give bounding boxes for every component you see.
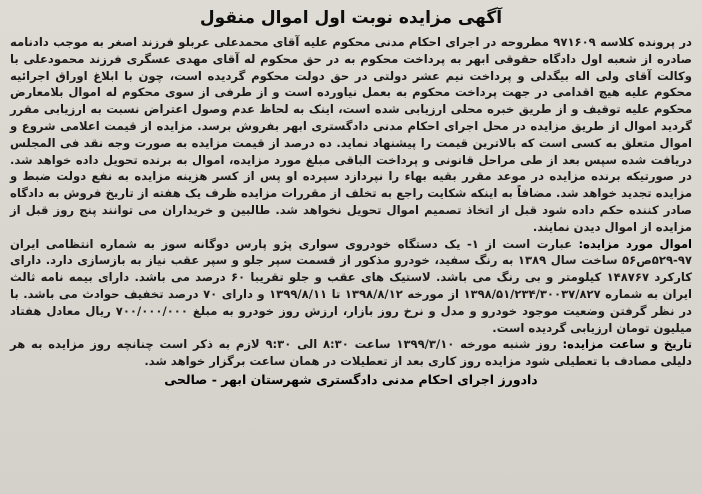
auction-items-paragraph	[10, 236, 692, 337]
auction-items-text: عبارت است از ۱- یک دستگاه خودروی سواری پژو پارس دوگانه سوز به شماره انتظامی ایران ۹۷-۵۲۹ص۵۶ ساخت سال ۱۳۸۹ به رنگ سفید، خودرو مذکور از قسمت سپر جلو و سپر عقب نیاز به بازسازی دارد. دارای کارکرد ۱۴۸۷۶۷ کیلومتر و بی رنگ می باشد. لاستیک های عقب و جلو تقریبا ۶۰ درصد می باشد. دارای بیمه نامه ثالث ایران به شماره ۱۳۹۸/۵۱/۲۳۴/۳۰۰۳۷/۸۲۷ از مورخه ۱۳۹۸/۸/۱۲ تا ۱۳۹۹/۸/۱۱ و دارای ۷۰ درصد تخفیف حوادث می باشد. با در نظر گرفتن وضعیت موجود خودرو و مدل و نرخ روز بازار، ارزش روز خودرو به مبلغ ۷۰۰/۰۰۰/۰۰۰ ریال معادل هفتاد میلیون تومان ارزیابی گردیده است.	[10, 236, 692, 335]
notice-signature: دادورز اجرای احکام مدنی دادگستری شهرستان ابهر - صالحی	[164, 371, 538, 387]
auction-date-paragraph	[10, 336, 692, 370]
auction-date-text: روز شنبه مورخه ۱۳۹۹/۳/۱۰ ساعت ۸:۳۰ الی ۹:۳۰ لازم به ذکر است چنانچه روز مزایده به هر دلیلی مصادف با تعطیلی شود مزایده روز کاری بعد از تعطیلات در همان ساعت برگزار خواهد شد.	[10, 337, 692, 369]
notice-intro-paragraph: در پرونده کلاسه ۹۷۱۶۰۹ مطروحه در اجرای احکام مدنی محکوم علیه آقای محمدعلی عربلو فرزند اصغر به موجب دادنامه صادره از شعبه اول دادگاه حقوقی ابهر به پرداخت محکوم به در حق محکوم له آقای مهدی عسگری فرزند محمودعلی با وکالت آقای ولی اله بیگدلی و پرداخت نیم عشر دولتی در حق دولت محکوم گردیده است، چون با ابلاغ اوراق اجرائیه محکوم علیه هیچ اقدامی در جهت پرداخت محکوم به بعمل نیاورده است و از طرفی از سوی محکوم له اموال بلامعارض محکوم علیه توقیف و از طریق خبره محلی ارزیابی شده است، اینک به لحاظ عدم وصول اعتراض نسبت به ارزیابی مقرر گردید اموال از طریق مزایده در محل اجرای احکام مدنی دادگستری ابهر بفروش برسد. مزایده از قیمت اعلامی شروع و اموال متعلق به کسی است که بالاترین قیمت را پیشنهاد نماید. ده درصد از قیمت مزایده به صورت وجه نقد فی المجلس دریافت شده سپس بعد از طی مراحل قانونی و پرداخت الباقی مبلغ مورد مزایده، اموال به برنده تحویل داده خواهد شد. در صورتیکه برنده مزایده در موعد مقرر بقیه بهاء را نپردازد سپرده او پس از کسر هزینه مزایده به نفع دولت ضبط و مزایده تجدید خواهد شد. مضافاً به اینکه شکایت راجع به تخلف از مقررات مزایده ظرف یک هفته از تاریخ فروش به دادگاه صادر کننده حکم داده شود قبل از اتخاذ تصمیم اموال تحویل نخواهد شد. طالبین و خریداران می توانند پنج روز قبل از مزایده از اموال دیدن نمایند.	[10, 35, 692, 234]
notice-title: آگهی مزایده نوبت اول اموال منقول	[199, 8, 503, 28]
auction-date-label: تاریخ و ساعت مزایده:	[562, 337, 693, 352]
auction-items-label: اموال مورد مزایده:	[578, 236, 692, 251]
